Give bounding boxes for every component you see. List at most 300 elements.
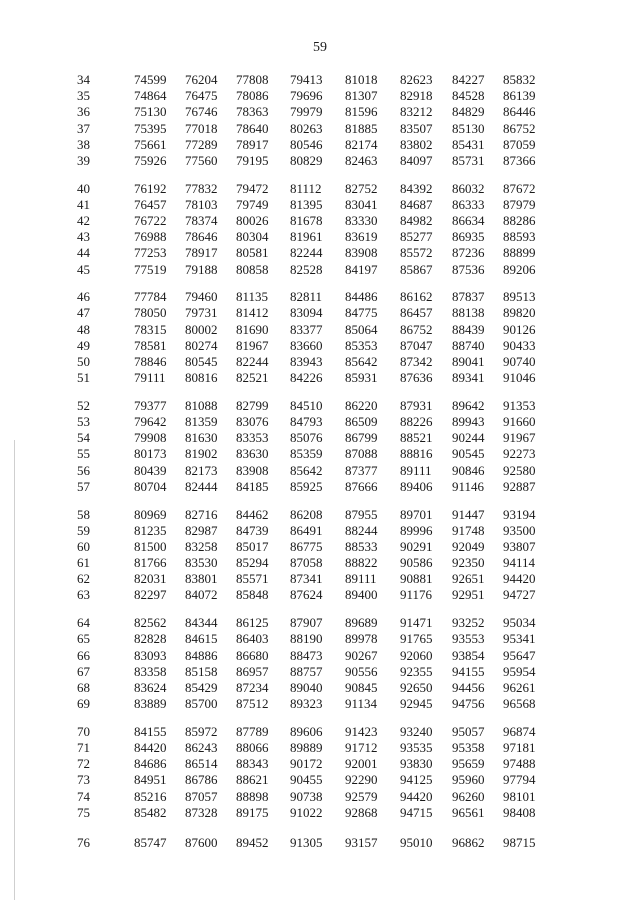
table-cell: 85359 (290, 446, 323, 462)
table-cell: 89323 (290, 696, 323, 712)
table-row (0, 430, 640, 446)
table-cell: 85277 (400, 229, 433, 245)
table-cell: 87600 (185, 834, 218, 850)
table-cell: 85017 (236, 538, 269, 554)
table-cell: 98408 (503, 804, 536, 820)
table-cell: 82562 (134, 615, 167, 631)
table-cell: 78581 (134, 337, 167, 353)
table-cell: 96561 (452, 804, 485, 820)
row-number: 44 (77, 245, 90, 261)
table-cell: 80829 (290, 152, 323, 168)
table-cell: 82828 (134, 631, 167, 647)
table-cell: 95954 (503, 663, 536, 679)
table-cell: 84951 (134, 772, 167, 788)
table-row (0, 213, 640, 229)
table-cell: 87047 (400, 337, 433, 353)
row-number: 74 (77, 788, 90, 804)
table-cell: 84226 (290, 370, 323, 386)
table-cell: 88740 (452, 337, 485, 353)
table-cell: 79460 (185, 289, 218, 305)
table-cell: 91176 (400, 587, 433, 603)
table-cell: 90545 (452, 446, 485, 462)
table-cell: 82811 (290, 289, 323, 305)
table-row (0, 631, 640, 647)
table-cell: 92868 (345, 804, 378, 820)
table-cell: 87341 (290, 571, 323, 587)
table-cell: 86125 (236, 615, 269, 631)
table-cell: 84528 (452, 88, 485, 104)
table-cell: 77289 (185, 136, 218, 152)
table-cell: 80858 (236, 261, 269, 277)
row-number: 35 (77, 88, 90, 104)
table-cell: 95358 (452, 739, 485, 755)
table-cell: 84775 (345, 305, 378, 321)
table-cell: 85064 (345, 321, 378, 337)
table-cell: 79472 (236, 180, 269, 196)
table-row (0, 72, 640, 88)
table-cell: 93194 (503, 506, 536, 522)
table-cell: 87666 (345, 478, 378, 494)
row-number: 47 (77, 305, 90, 321)
table-cell: 84486 (345, 289, 378, 305)
table-cell: 79195 (236, 152, 269, 168)
row-number: 38 (77, 136, 90, 152)
table-cell: 83076 (236, 414, 269, 430)
table-cell: 81500 (134, 538, 167, 554)
table-cell: 84420 (134, 739, 167, 755)
table-cell: 83801 (185, 571, 218, 587)
table-cell: 83330 (345, 213, 378, 228)
table-cell: 85747 (134, 834, 167, 850)
table-cell: 89400 (345, 587, 378, 603)
table-cell: 89206 (503, 261, 536, 277)
table-cell: 78315 (134, 321, 167, 337)
table-cell: 87328 (185, 804, 218, 820)
table-cell: 92355 (400, 663, 433, 679)
table-cell: 94456 (452, 679, 485, 695)
table-row (0, 696, 640, 712)
page-number: 59 (313, 40, 327, 55)
table-cell: 97181 (503, 739, 536, 755)
table-row (0, 354, 640, 370)
table-cell: 92579 (345, 788, 378, 804)
table-cell: 89040 (290, 679, 323, 695)
row-number: 40 (77, 180, 90, 196)
table-cell: 93553 (452, 631, 485, 647)
table-cell: 88286 (503, 213, 536, 228)
row-number: 53 (77, 414, 90, 430)
table-cell: 83358 (134, 663, 167, 679)
table-cell: 81359 (185, 414, 218, 430)
table-cell: 87979 (503, 196, 536, 212)
table-cell: 88343 (236, 756, 269, 772)
table-cell: 81018 (345, 72, 378, 87)
table-cell: 86752 (400, 321, 433, 337)
table-cell: 81885 (345, 120, 378, 136)
table-cell: 87377 (345, 462, 378, 478)
table-cell: 82716 (185, 506, 218, 522)
table-cell: 86032 (452, 180, 485, 196)
table-row (0, 322, 640, 338)
table-cell: 88138 (452, 305, 485, 321)
table-cell: 91447 (452, 506, 485, 522)
table-row (0, 414, 640, 430)
table-cell: 92580 (503, 462, 536, 478)
table-cell: 86799 (345, 430, 378, 446)
table-cell: 95647 (503, 647, 536, 663)
group-spacer (0, 386, 640, 398)
table-cell: 89978 (345, 631, 378, 647)
table-cell: 77808 (236, 72, 269, 87)
table-cell: 84510 (290, 397, 323, 413)
table-cell: 91423 (345, 723, 378, 739)
table-cell: 77560 (185, 152, 218, 168)
table-cell: 93157 (345, 834, 378, 850)
table-cell: 78846 (134, 354, 167, 369)
table-cell: 78917 (236, 136, 269, 152)
table-cell: 92060 (400, 647, 433, 663)
table-cell: 94715 (400, 804, 433, 820)
table-row (0, 835, 640, 851)
table-cell: 82174 (345, 136, 378, 152)
table-cell: 82528 (290, 261, 323, 277)
table-cell: 88439 (452, 321, 485, 337)
table-cell: 91471 (400, 615, 433, 631)
table-cell: 94756 (452, 696, 485, 712)
table-cell: 95960 (452, 772, 485, 788)
table-cell: 83660 (290, 337, 323, 353)
table-cell: 76457 (134, 196, 167, 212)
table-row (0, 664, 640, 680)
table-cell: 96874 (503, 723, 536, 739)
table-cell: 92651 (452, 571, 485, 587)
row-number: 73 (77, 772, 90, 788)
table-cell: 97488 (503, 756, 536, 772)
table-cell: 83094 (290, 305, 323, 321)
table-cell: 87536 (452, 261, 485, 277)
table-cell: 88244 (345, 522, 378, 538)
table-cell: 96261 (503, 679, 536, 695)
table-cell: 80263 (290, 120, 323, 136)
row-number: 57 (77, 478, 90, 494)
table-cell: 86680 (236, 647, 269, 663)
table-cell: 88521 (400, 430, 433, 446)
table-cell: 87955 (345, 506, 378, 522)
table-cell: 85130 (452, 120, 485, 136)
table-cell: 85867 (400, 261, 433, 277)
table-row (0, 370, 640, 386)
table-cell: 81395 (290, 196, 323, 212)
row-number: 46 (77, 289, 90, 305)
table-cell: 90455 (290, 772, 323, 788)
table-cell: 79696 (290, 88, 323, 104)
table-cell: 87931 (400, 397, 433, 413)
table-cell: 78086 (236, 88, 269, 104)
table-cell: 84687 (400, 196, 433, 212)
table-cell: 90845 (345, 679, 378, 695)
row-number: 42 (77, 213, 90, 228)
table-cell: 89341 (452, 370, 485, 386)
table-cell: 95659 (452, 756, 485, 772)
table-cell: 86208 (290, 506, 323, 522)
row-number: 69 (77, 696, 90, 712)
table-row (0, 571, 640, 587)
table-cell: 78646 (185, 229, 218, 245)
table-cell: 90244 (452, 430, 485, 446)
table-cell: 75926 (134, 152, 167, 168)
table-cell: 88621 (236, 772, 269, 788)
table-cell: 84197 (345, 261, 378, 277)
table-cell: 79111 (134, 370, 166, 386)
row-number: 48 (77, 321, 90, 337)
table-cell: 97794 (503, 772, 536, 788)
table-cell: 96862 (452, 834, 485, 850)
table-cell: 88533 (345, 538, 378, 554)
table-cell: 81135 (236, 289, 269, 305)
table-cell: 76988 (134, 229, 167, 245)
row-number: 70 (77, 723, 90, 739)
table-cell: 86509 (345, 414, 378, 430)
table-cell: 86333 (452, 196, 485, 212)
row-number: 75 (77, 804, 90, 820)
table-cell: 88226 (400, 414, 433, 430)
row-number: 65 (77, 631, 90, 647)
table-cell: 79413 (290, 72, 323, 87)
row-number: 58 (77, 506, 90, 522)
row-number: 37 (77, 120, 90, 136)
table-cell: 81088 (185, 397, 218, 413)
table-cell: 88593 (503, 229, 536, 245)
table-cell: 81596 (345, 104, 378, 120)
table-cell: 82244 (290, 245, 323, 261)
table-cell: 89111 (345, 571, 377, 587)
table-row (0, 289, 640, 305)
table-cell: 76722 (134, 213, 167, 228)
table-row (0, 648, 640, 664)
table-cell: 85931 (345, 370, 378, 386)
table-cell: 80545 (185, 354, 218, 369)
table-cell: 83943 (290, 354, 323, 369)
table-cell: 83041 (345, 196, 378, 212)
table-cell: 87236 (452, 245, 485, 261)
table-cell: 91353 (503, 397, 536, 413)
table-cell: 78363 (236, 104, 269, 120)
table-cell: 93807 (503, 538, 536, 554)
table-cell: 85571 (236, 571, 269, 587)
table-cell: 86935 (452, 229, 485, 245)
table-cell: 87234 (236, 679, 269, 695)
table-cell: 80304 (236, 229, 269, 245)
table-cell: 82521 (236, 370, 269, 386)
table-cell: 86162 (400, 289, 433, 305)
table-cell: 75395 (134, 120, 167, 136)
table-row (0, 615, 640, 631)
table-cell: 89642 (452, 397, 485, 413)
table-cell: 84227 (452, 72, 485, 87)
row-number: 61 (77, 555, 90, 571)
table-cell: 86514 (185, 756, 218, 772)
table-cell: 91712 (345, 739, 378, 755)
table-row (0, 121, 640, 137)
table-cell: 79642 (134, 414, 167, 430)
table-cell: 85848 (236, 587, 269, 603)
table-cell: 93240 (400, 723, 433, 739)
table-cell: 92273 (503, 446, 536, 462)
table-cell: 82297 (134, 587, 167, 603)
table-row (0, 446, 640, 462)
table-cell: 83258 (185, 538, 218, 554)
table-cell: 80581 (236, 245, 269, 261)
table-cell: 74864 (134, 88, 167, 104)
table-cell: 86220 (345, 397, 378, 413)
table-cell: 81412 (236, 305, 269, 321)
table-cell: 86634 (452, 213, 485, 228)
table-cell: 89689 (345, 615, 378, 631)
table-cell: 79979 (290, 104, 323, 120)
row-number: 62 (77, 571, 90, 587)
table-cell: 92290 (345, 772, 378, 788)
table-cell: 84097 (400, 152, 433, 168)
row-number: 66 (77, 647, 90, 663)
table-cell: 89943 (452, 414, 485, 430)
table-cell: 87088 (345, 446, 378, 462)
table-cell: 85294 (236, 555, 269, 571)
table-cell: 93500 (503, 522, 536, 538)
table-cell: 93252 (452, 615, 485, 631)
table-cell: 84615 (185, 631, 218, 647)
table-row (0, 153, 640, 169)
table-cell: 80026 (236, 213, 269, 228)
table-cell: 84686 (134, 756, 167, 772)
table-cell: 93535 (400, 739, 433, 755)
table-cell: 80546 (290, 136, 323, 152)
table-cell: 90586 (400, 555, 433, 571)
table-cell: 90172 (290, 756, 323, 772)
table-cell: 92001 (345, 756, 378, 772)
row-number: 43 (77, 229, 90, 245)
table-cell: 83212 (400, 104, 433, 120)
table-cell: 88816 (400, 446, 433, 462)
table-cell: 87342 (400, 354, 433, 369)
table-cell: 83908 (236, 462, 269, 478)
table-cell: 90433 (503, 337, 536, 353)
table-cell: 82173 (185, 462, 218, 478)
table-cell: 83908 (345, 245, 378, 261)
table-cell: 87624 (290, 587, 323, 603)
row-number: 60 (77, 538, 90, 554)
table-row (0, 740, 640, 756)
table-cell: 81235 (134, 522, 167, 538)
row-number: 50 (77, 354, 90, 369)
table-cell: 81630 (185, 430, 218, 446)
table-cell: 91660 (503, 414, 536, 430)
table-cell: 84739 (236, 522, 269, 538)
table-row (0, 724, 640, 740)
table-cell: 81961 (290, 229, 323, 245)
table-cell: 82623 (400, 72, 433, 87)
table-cell: 92650 (400, 679, 433, 695)
table-row (0, 398, 640, 414)
table-cell: 82752 (345, 180, 378, 196)
table-cell: 86786 (185, 772, 218, 788)
table-cell: 90291 (400, 538, 433, 554)
table-row (0, 197, 640, 213)
table-cell: 77253 (134, 245, 167, 261)
row-number: 39 (77, 152, 90, 168)
table-cell: 90126 (503, 321, 536, 337)
row-number: 59 (77, 522, 90, 538)
group-spacer (0, 712, 640, 724)
table-cell: 84886 (185, 647, 218, 663)
table-row (0, 539, 640, 555)
table-cell: 94155 (452, 663, 485, 679)
table-row (0, 463, 640, 479)
group-spacer (0, 169, 640, 181)
table-cell: 85572 (400, 245, 433, 261)
table-cell: 85353 (345, 337, 378, 353)
table-row (0, 262, 640, 278)
table-cell: 93854 (452, 647, 485, 663)
table-cell: 85972 (185, 723, 218, 739)
table-cell: 90740 (503, 354, 536, 369)
table-cell: 89513 (503, 289, 536, 305)
table-cell: 81690 (236, 321, 269, 337)
table-cell: 83630 (236, 446, 269, 462)
table-cell: 80002 (185, 321, 218, 337)
table-cell: 84185 (236, 478, 269, 494)
table-row (0, 789, 640, 805)
table-cell: 87059 (503, 136, 536, 152)
table-cell: 91046 (503, 370, 536, 386)
row-number: 67 (77, 663, 90, 679)
table-cell: 88822 (345, 555, 378, 571)
table-cell: 82918 (400, 88, 433, 104)
table-cell: 94114 (503, 555, 536, 571)
group-spacer (0, 278, 640, 290)
table-cell: 78917 (185, 245, 218, 261)
table-cell: 83353 (236, 430, 269, 446)
table-cell: 81967 (236, 337, 269, 353)
row-number: 52 (77, 397, 90, 413)
row-number: 49 (77, 337, 90, 353)
table-cell: 79188 (185, 261, 218, 277)
table-cell: 88899 (503, 245, 536, 261)
table-cell: 85642 (345, 354, 378, 369)
table-cell: 79908 (134, 430, 167, 446)
row-number: 54 (77, 430, 90, 446)
table-cell: 91967 (503, 430, 536, 446)
table-row (0, 104, 640, 120)
table-row (0, 587, 640, 603)
row-number: 34 (77, 72, 90, 87)
table-row (0, 772, 640, 788)
row-number: 36 (77, 104, 90, 120)
table-cell: 83624 (134, 679, 167, 695)
group-spacer (0, 495, 640, 507)
table-cell: 87366 (503, 152, 536, 168)
table-cell: 77784 (134, 289, 167, 305)
table-cell: 83889 (134, 696, 167, 712)
table-cell: 87057 (185, 788, 218, 804)
table-cell: 80173 (134, 446, 167, 462)
table-cell: 86446 (503, 104, 536, 120)
table-cell: 80274 (185, 337, 218, 353)
table-cell: 84392 (400, 180, 433, 196)
table-cell: 92887 (503, 478, 536, 494)
table-cell: 95010 (400, 834, 433, 850)
table-cell: 85216 (134, 788, 167, 804)
table-cell: 92350 (452, 555, 485, 571)
